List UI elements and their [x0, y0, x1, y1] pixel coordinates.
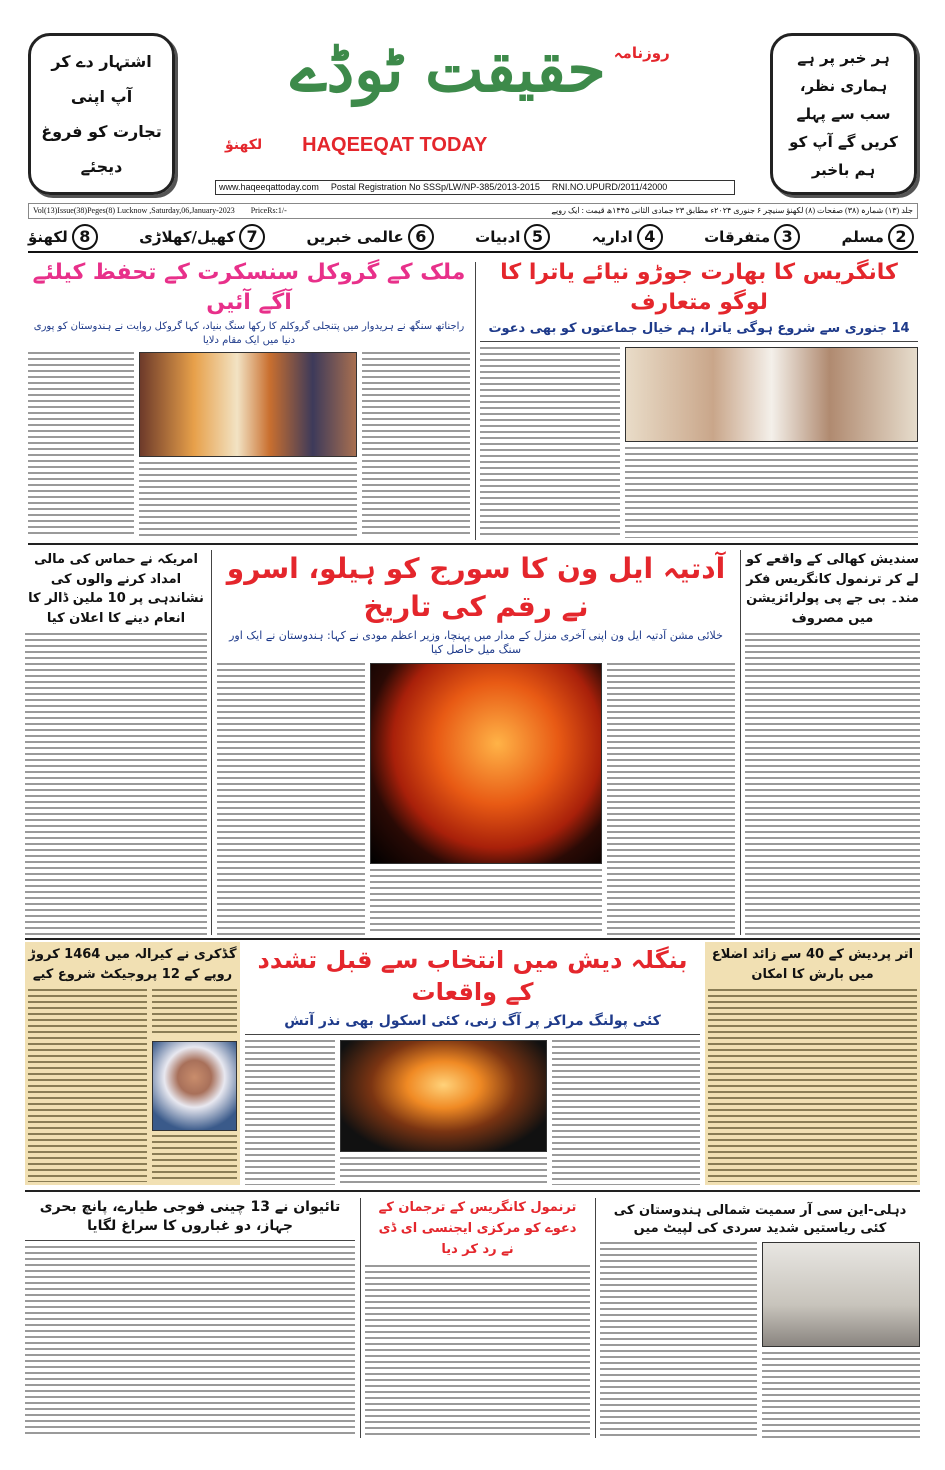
- ad-right-line: کریں گے آپ کو: [789, 133, 898, 151]
- photo-congress-leaders: [625, 347, 918, 442]
- headline-hamas: امریکہ نے حماس کی مالی امداد کرنے والوں کی نشاندہی پر 10 ملین ڈالر کا انعام دینے کا اعلان کیا: [28, 552, 204, 626]
- article-body: [552, 1040, 700, 1185]
- logo-english: HAQEEQAT TODAY: [302, 133, 488, 156]
- nav-item[interactable]: [592, 223, 667, 251]
- masthead: [215, 30, 745, 195]
- ad-left-line: دیجئے: [80, 156, 123, 176]
- article-bangladesh: [245, 944, 700, 1185]
- nav-page-number: 8: [72, 224, 98, 250]
- article-body: [762, 1352, 920, 1438]
- article-body: [28, 989, 147, 1182]
- photo-fog: [762, 1242, 920, 1347]
- article-body: [745, 633, 920, 935]
- nav-page-number: 6: [408, 224, 434, 250]
- article-body: [708, 989, 917, 1182]
- article-tmc-ed: [365, 1198, 590, 1438]
- article-body: [370, 869, 602, 935]
- nav-item[interactable]: [306, 223, 437, 251]
- city-label: لکھنؤ: [225, 137, 263, 154]
- photo-gadkari: [152, 1041, 237, 1131]
- article-body: [600, 1242, 757, 1438]
- divider: [25, 1190, 920, 1192]
- article-body: [625, 447, 918, 538]
- subhead-aditya: خلائی مشن آدتیہ ایل ون اپنی آخری منزل کے مدار میں پہنچا، وزیر اعظم مودی نے کہا: ہندوستان نے ایک اور سنگ میل حاصل کیا: [229, 628, 723, 657]
- sidebar-hamas: [25, 550, 212, 935]
- nav-label: عالمی خبریں: [306, 228, 404, 246]
- nav-page-number: 4: [637, 224, 663, 250]
- article-body: [217, 663, 365, 935]
- registration-bar: [215, 180, 735, 195]
- logo-urdu: حقیقت ٹوڈے: [290, 33, 606, 106]
- price: PriceRs:1/-: [250, 206, 287, 215]
- ad-right-line: ہر خبر پر ہے: [797, 49, 890, 67]
- headline-gadkari: گڈکری نے کیرالہ میں 1464 کروڑ روپے کے 12 پروجیکٹ شروع کیے: [28, 947, 237, 982]
- photo-sun-aditya-l1: [370, 663, 602, 864]
- headline-bangladesh: بنگلہ دیش میں انتخاب سے قبل تشدد کے واقعات: [257, 946, 688, 1007]
- headline-gurukul: ملک کے گروکل سنسکرت کے تحفظ کیلئے آگے آئیں: [32, 260, 466, 315]
- subhead-bangladesh: کئی پولنگ مراکز پر آگ زنی، کئی اسکول بھی نذر آتش: [245, 1012, 700, 1035]
- nav-label: کھیل/کھلاڑی: [139, 228, 236, 246]
- article-body: [340, 1157, 547, 1185]
- nav-label: متفرقات: [704, 228, 771, 246]
- article-congress: [480, 258, 918, 538]
- divider: [25, 938, 920, 940]
- article-body: [362, 352, 470, 538]
- divider: [28, 543, 918, 545]
- headline-sandeshkhali: سندیش کھالی کے واقعے کو لے کر ترنمول کانگریس فکر مند۔ بی جے پی پولرائزیشن میں مصروف: [746, 552, 919, 626]
- nav-page-number: 7: [239, 224, 265, 250]
- nav-item[interactable]: [475, 223, 554, 251]
- nav-label: ادبیات: [475, 228, 521, 246]
- article-taiwan: [25, 1198, 355, 1438]
- article-body: [607, 663, 735, 935]
- nav-page-number: 5: [524, 224, 550, 250]
- section-nav: [28, 223, 918, 253]
- ad-left-line: تجارت کو فروغ: [41, 121, 162, 141]
- photo-gurukul-ceremony: [139, 352, 357, 457]
- website-link[interactable]: www.haqeeqattoday.com: [219, 182, 319, 192]
- ad-right-line: ہماری نظر،: [799, 77, 888, 95]
- dateline-urdu: جلد (۱۳) شمارہ (۳۸) صفحات (۸) لکھنؤ سنیچر ۶ جنوری ۲۰۲۴ء مطابق ۲۳ جمادی الثانی ۱۴۴۵ھ قیمت : ایک روپے: [551, 206, 913, 215]
- dateline-bar: [28, 203, 918, 219]
- article-body: [139, 462, 357, 538]
- headline-aditya: آدتیہ ایل ون کا سورج کو ہیلو، اسرو نے رقم کی تاریخ: [226, 552, 726, 623]
- headline-tmc-ed: ترنمول کانگریس کے ترجمان کے دعوے کو مرکزی ایجنسی ای ڈی نے رد کر دیا: [378, 1200, 577, 1257]
- photo-train-fire: [340, 1040, 547, 1153]
- nav-label: مسلم: [841, 228, 884, 246]
- nav-page-number: 2: [888, 224, 914, 250]
- article-body: [365, 1265, 590, 1438]
- article-body: [245, 1040, 335, 1185]
- nav-item[interactable]: [28, 223, 102, 251]
- article-body: [25, 1246, 355, 1438]
- headline-delhi-cold: دہلی-این سی آر سمیت شمالی ہندوستان کی کئی ریاستیں شدید سردی کی لپیٹ میں: [613, 1203, 907, 1236]
- article-body: [25, 633, 207, 935]
- nav-label: لکھنؤ: [28, 228, 68, 246]
- article-body: [480, 347, 620, 538]
- nav-item[interactable]: [139, 223, 269, 251]
- sidebar-up-rain: [705, 942, 920, 1185]
- headline-taiwan: تائیوان نے 13 چینی فوجی طیارے، پانچ بحری جہاز، دو غباروں کا سراغ لگایا: [25, 1198, 355, 1241]
- ad-left-line: اشتہار دے کر: [51, 51, 152, 71]
- column-divider: [475, 262, 476, 540]
- column-divider: [595, 1198, 596, 1438]
- article-aditya: [217, 550, 735, 935]
- ad-right-line: سب سے پہلے: [796, 105, 891, 123]
- article-body: [152, 989, 237, 1037]
- nav-label: اداریہ: [591, 228, 633, 246]
- ad-box-left: [28, 33, 175, 195]
- headline-congress: کانگریس کا بھارت جوڑو نیائے یاترا کا لوگو متعارف: [500, 260, 898, 315]
- article-body: [152, 1135, 237, 1183]
- postal-registration: Postal Registration No SSSp/LW/NP-385/2013-2015: [330, 182, 540, 192]
- article-delhi-cold: [600, 1198, 920, 1438]
- sidebar-gadkari: [25, 942, 240, 1185]
- dateline-english: Vol(13)Issue(38)Peges(8) Lucknow ,Saturday,06,January-2023: [33, 206, 235, 215]
- nav-item[interactable]: [842, 223, 918, 251]
- ad-right-line: ہم باخبر: [811, 161, 876, 179]
- subhead-gurukul: راجناتھ سنگھ نے ہریدوار میں پتنجلی گروکلم کا رکھا سنگ بنیاد، کہا گروکل روایت نے ہندوستان کو پوری دنیا میں ایک مقام دلایا: [33, 321, 465, 346]
- nav-item[interactable]: [704, 223, 804, 251]
- nav-page-number: 3: [774, 224, 800, 250]
- column-divider: [360, 1198, 361, 1438]
- article-gurukul: [28, 258, 470, 538]
- paper-prefix: روزنامہ: [613, 44, 670, 62]
- ad-box-right: [770, 33, 917, 195]
- subhead-congress: 14 جنوری سے شروع ہوگی یاترا، ہم خیال جماعتوں کو بھی دعوت: [480, 320, 918, 342]
- rni-number: RNI.NO.UPURD/2011/42000: [551, 182, 668, 192]
- headline-up-rain: اتر پردیش کے 40 سے زائد اضلاع میں بارش کا امکان: [711, 947, 914, 982]
- article-body: [28, 352, 134, 538]
- ad-left-line: آپ اپنی: [70, 86, 133, 106]
- sidebar-sandeshkhali: [740, 550, 920, 935]
